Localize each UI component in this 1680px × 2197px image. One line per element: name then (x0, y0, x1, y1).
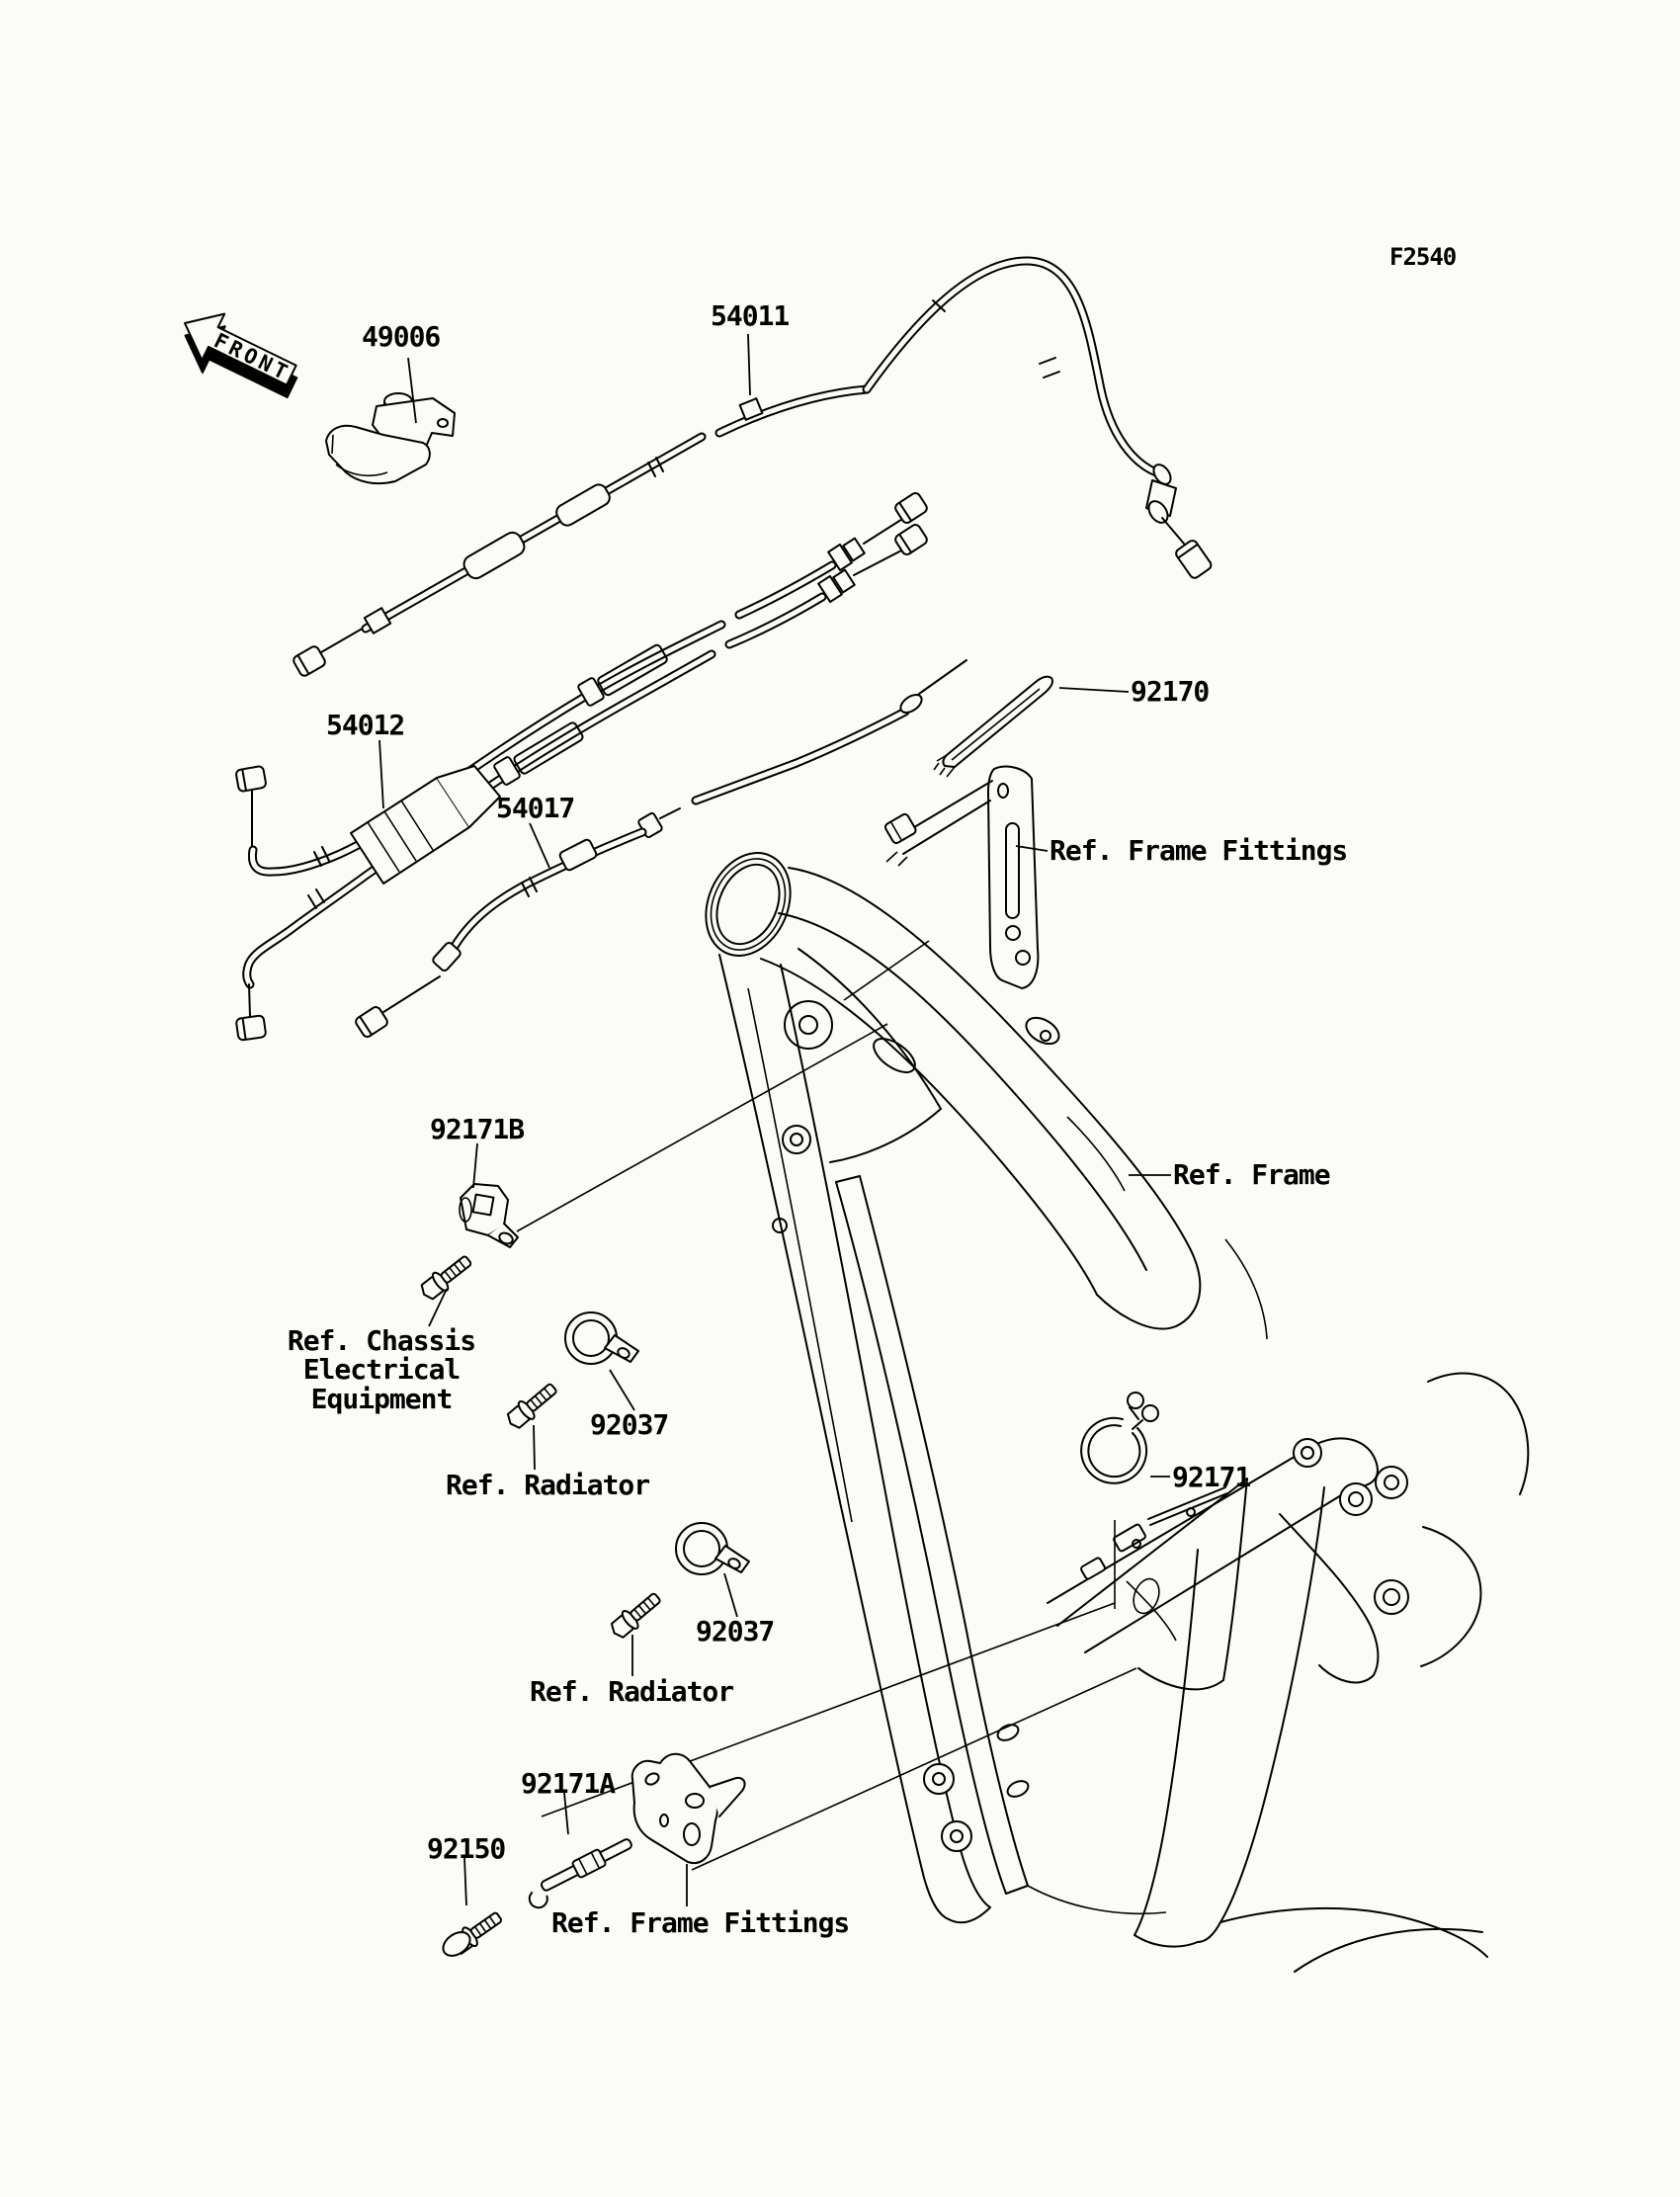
label-part-92171: 92171 (1172, 1461, 1251, 1493)
frame-drawing (690, 839, 1528, 1972)
label-part-49006: 49006 (362, 320, 441, 353)
label-part-92170: 92170 (1131, 675, 1210, 708)
leader-part-92170 (1059, 688, 1129, 692)
front-arrow-label: FRONT (210, 328, 295, 386)
label-ref-radiator-top: Ref. Radiator (446, 1469, 650, 1501)
frame-fitting-bracket-top-drawing (884, 767, 1039, 988)
leader-part-54011 (748, 334, 750, 395)
clamp-92171-drawing (1081, 1393, 1158, 1483)
leader-part-54012 (379, 740, 383, 808)
label-part-92150: 92150 (427, 1832, 506, 1865)
label-ref-chassis-electrical: Ref. Chassis Electrical Equipment (287, 1324, 476, 1415)
part-49006-drawing (326, 393, 455, 483)
leader-part-92037-top (610, 1370, 634, 1410)
leader-part-92171b (473, 1143, 477, 1188)
label-part-92171a: 92171A (521, 1767, 616, 1800)
pin-92171a-drawing (523, 1834, 638, 1910)
front-arrow (169, 300, 308, 411)
label-ref-frame: Ref. Frame (1173, 1158, 1330, 1191)
label-part-92037-top: 92037 (590, 1408, 669, 1441)
label-part-92171b: 92171B (430, 1113, 525, 1145)
label-ref-frame-fittings-bottom: Ref. Frame Fittings (551, 1906, 850, 1939)
figure-code: F2540 (1389, 243, 1457, 271)
rod-92170-drawing (934, 677, 1052, 777)
label-part-92037-bottom: 92037 (696, 1615, 775, 1648)
bolt-92150-drawing (439, 1907, 505, 1961)
leader-part-92037-bottom (724, 1573, 737, 1617)
label-part-54012: 54012 (326, 709, 405, 741)
throttle-cables-54012-drawing (235, 491, 928, 1041)
position-pointer-lines (517, 941, 1136, 1870)
label-part-54017: 54017 (496, 792, 575, 824)
label-part-54011: 54011 (711, 299, 790, 332)
label-ref-frame-fittings-top: Ref. Frame Fittings (1050, 834, 1348, 867)
leader-part-92150 (464, 1858, 466, 1905)
leader-part-54017 (530, 823, 549, 868)
frame-fitting-bracket-bottom-drawing (632, 1754, 745, 1863)
leader-ref-radiator-top (534, 1425, 535, 1470)
cable-54017-drawing (354, 660, 966, 1039)
label-ref-radiator-bottom: Ref. Radiator (530, 1675, 734, 1708)
damper-92171b-drawing (417, 1184, 518, 1303)
